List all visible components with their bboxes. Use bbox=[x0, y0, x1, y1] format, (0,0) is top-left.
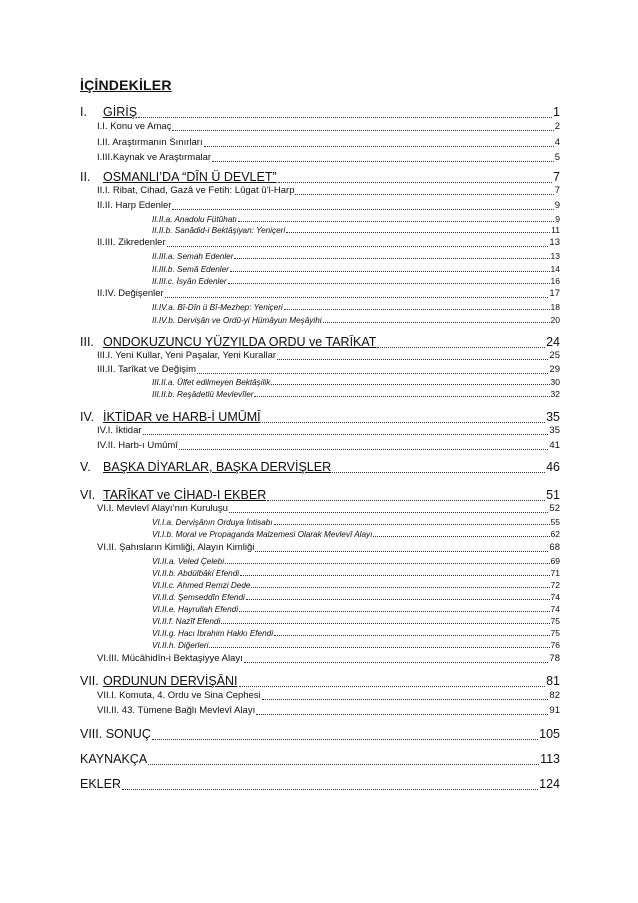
toc-entry bbox=[152, 225, 560, 236]
toc-entry-page-number: 13 bbox=[549, 237, 560, 248]
toc-entry-label: TARÎKAT ve CİHAD-I EKBER bbox=[103, 488, 267, 502]
dot-leader bbox=[234, 258, 549, 259]
toc-entry-label: BAŞKA DİYARLAR, BAŞKA DERVİŞLER bbox=[103, 460, 332, 474]
toc-entry-page-number: 29 bbox=[549, 364, 560, 375]
toc-entry-page-number: 76 bbox=[550, 640, 560, 650]
toc-entry-page-number: 74 bbox=[550, 592, 560, 602]
dot-leader bbox=[172, 209, 553, 210]
toc-entry-label: III.II.a. Ülfet edilmeyen Bektâşilik bbox=[152, 378, 271, 387]
toc-entry-number: III. bbox=[80, 335, 94, 349]
toc-entry bbox=[97, 653, 560, 666]
toc-entry bbox=[97, 137, 560, 150]
dot-leader bbox=[246, 599, 550, 600]
toc-entry-number: V. bbox=[80, 460, 91, 474]
dot-leader bbox=[230, 271, 550, 272]
toc-entry-page-number: 68 bbox=[549, 542, 560, 553]
toc-entry-label: EKLER bbox=[80, 777, 121, 791]
dot-leader bbox=[143, 434, 549, 435]
dot-leader bbox=[240, 575, 549, 576]
dot-leader bbox=[262, 422, 545, 423]
toc-entry bbox=[152, 302, 560, 313]
dot-leader bbox=[286, 232, 550, 233]
toc-entry-label: OSMANLI’DA “DÎN Ü DEVLET” bbox=[103, 170, 277, 184]
toc-entry-label: IV.I. İktidar bbox=[97, 425, 142, 436]
toc-entry-page-number: 51 bbox=[546, 488, 560, 502]
toc-entry-label: II.IV.a. Bî-Dîn ü Bî-Mezhep: Yeniçeri bbox=[152, 303, 283, 312]
dot-leader bbox=[225, 563, 549, 564]
dot-leader bbox=[271, 384, 549, 385]
toc-entry-page-number: 46 bbox=[546, 460, 560, 474]
toc-entry bbox=[80, 752, 560, 768]
dot-leader bbox=[239, 686, 546, 687]
toc-entry-page-number: 32 bbox=[550, 389, 560, 399]
toc-entry-label: II.III.c. İsyân Edenler bbox=[152, 277, 227, 286]
toc-entry bbox=[80, 170, 560, 186]
toc-entry bbox=[152, 628, 560, 639]
toc-entry-label: II.II. Harp Edenler bbox=[97, 200, 172, 211]
toc-entry-number: VI. bbox=[80, 488, 96, 502]
toc-entry-label: VI.III. Mücâhidîn-i Bektaşiyye Alayı bbox=[97, 653, 243, 664]
toc-entry bbox=[97, 542, 560, 555]
toc-entry-page-number: 11 bbox=[551, 225, 560, 235]
dot-leader bbox=[138, 117, 552, 118]
toc-entry bbox=[152, 580, 560, 591]
toc-entry-label: VI.II.c. Ahmed Remzi Dede bbox=[152, 581, 251, 590]
dot-leader bbox=[278, 182, 552, 183]
dot-leader bbox=[295, 194, 553, 195]
dot-leader bbox=[148, 764, 539, 765]
toc-entry bbox=[152, 568, 560, 579]
toc-entry bbox=[80, 488, 560, 504]
toc-entry-label: KAYNAKÇA bbox=[80, 752, 148, 766]
toc-entry-page-number: 75 bbox=[550, 616, 560, 626]
toc-entry bbox=[152, 251, 560, 262]
toc-entry-page-number: 24 bbox=[546, 335, 560, 349]
dot-leader bbox=[373, 536, 549, 537]
dot-leader bbox=[262, 699, 549, 700]
toc-entry-page-number: 14 bbox=[550, 264, 560, 274]
toc-entry bbox=[97, 237, 560, 250]
dot-leader bbox=[256, 714, 548, 715]
toc-entry-page-number: 75 bbox=[550, 628, 560, 638]
toc-entry-page-number: 124 bbox=[539, 777, 560, 791]
toc-entry-label: VII.II. 43. Tümene Bağlı Mevlevî Alayı bbox=[97, 705, 256, 716]
toc-entry-page-number: 9 bbox=[554, 200, 560, 211]
toc-entry-page-number: 2 bbox=[554, 121, 560, 132]
dot-leader bbox=[204, 146, 554, 147]
toc-entry bbox=[152, 517, 560, 528]
dot-leader bbox=[209, 647, 549, 648]
toc-entry bbox=[152, 389, 560, 400]
dot-leader bbox=[179, 449, 548, 450]
toc-entry-label: VI.II. Şahısların Kimliği, Alayın Kimliği bbox=[97, 542, 255, 553]
toc-entry-label: II.IV.b. Dervişân ve Ordû-yi Hümâyun Meşâyihi bbox=[152, 316, 322, 325]
dot-leader bbox=[274, 524, 550, 525]
dot-leader bbox=[277, 359, 548, 360]
toc-entry-label: II.IV. Değişenler bbox=[97, 288, 164, 299]
dot-leader bbox=[267, 500, 545, 501]
toc-entry-label: II.I. Ribat, Cihad, Gazâ ve Fetih: Lûgat û’l-Harp bbox=[97, 185, 295, 196]
toc-entry-label: I.I. Konu ve Amaç bbox=[97, 121, 172, 132]
dot-leader bbox=[165, 297, 549, 298]
toc-entry bbox=[97, 152, 560, 165]
toc-entry-page-number: 7 bbox=[554, 185, 560, 196]
toc-entry-page-number: 71 bbox=[550, 568, 560, 578]
toc-entry-page-number: 20 bbox=[550, 315, 560, 325]
dot-leader bbox=[228, 283, 550, 284]
toc-entry bbox=[152, 592, 560, 603]
toc-entry-page-number: 16 bbox=[550, 276, 560, 286]
toc-entry-label: VI.I.a. Dervişânın Orduya İntisabı bbox=[152, 518, 273, 527]
toc-entry bbox=[152, 556, 560, 567]
toc-entry-page-number: 30 bbox=[550, 377, 560, 387]
toc-entry-number: VII. bbox=[80, 674, 99, 688]
toc-entry bbox=[97, 288, 560, 301]
dot-leader bbox=[244, 662, 549, 663]
dot-leader bbox=[152, 739, 538, 740]
dot-leader bbox=[172, 130, 553, 131]
toc-entry bbox=[97, 425, 560, 438]
dot-leader bbox=[238, 221, 554, 222]
toc-entry-label: II.II.a. Anadolu Fütûhatı bbox=[152, 215, 237, 224]
toc-entry-label: II.III. Zikredenler bbox=[97, 237, 166, 248]
dot-leader bbox=[377, 347, 545, 348]
toc-entry bbox=[97, 705, 560, 718]
toc-entry-page-number: 1 bbox=[553, 105, 560, 119]
toc-entry-label: I.III.Kaynak ve Araştırmalar bbox=[97, 152, 212, 163]
toc-entry-label: IV.II. Harb-ı Umûmî bbox=[97, 440, 178, 451]
dot-leader bbox=[284, 309, 550, 310]
dot-leader bbox=[254, 396, 549, 397]
toc-entry-page-number: 74 bbox=[550, 604, 560, 614]
toc-entry bbox=[80, 727, 560, 743]
toc-entry bbox=[80, 460, 560, 476]
toc-entry bbox=[152, 529, 560, 540]
toc-entry-label: ONDOKUZUNCU YÜZYILDA ORDU ve TARÎKAT bbox=[103, 335, 377, 349]
dot-leader bbox=[212, 161, 554, 162]
toc-entry-label: GİRİŞ bbox=[103, 105, 138, 119]
toc-entry-label: VI.II.b. Abdülbâki Efendi bbox=[152, 569, 240, 578]
toc-entry-page-number: 78 bbox=[549, 653, 560, 664]
toc-entry-page-number: 5 bbox=[554, 152, 560, 163]
toc-entry-page-number: 55 bbox=[550, 517, 560, 527]
toc-entry bbox=[97, 121, 560, 134]
dot-leader bbox=[239, 611, 550, 612]
toc-entry bbox=[80, 410, 560, 426]
toc-entry bbox=[152, 214, 560, 225]
dot-leader bbox=[332, 472, 545, 473]
toc-entry bbox=[97, 440, 560, 453]
toc-entry bbox=[152, 604, 560, 615]
toc-entry-label: İKTİDAR ve HARB-İ UMÛMÎ bbox=[103, 410, 261, 424]
toc-entry-label: VI.II.g. Hacı İbrahim Hakkı Efendi bbox=[152, 629, 274, 638]
toc-entry-page-number: 82 bbox=[549, 690, 560, 701]
toc-entry bbox=[97, 690, 560, 703]
toc-entry-number: IV. bbox=[80, 410, 95, 424]
toc-entry bbox=[80, 777, 560, 793]
toc-entry-page-number: 18 bbox=[550, 302, 560, 312]
toc-entry-label: VII.I. Komuta, 4. Ordu ve Sina Cephesi bbox=[97, 690, 261, 701]
page-title: İÇİNDEKİLER bbox=[80, 77, 172, 93]
toc-entry-label: III.II.b. Reşâdetlü Mevlevîler bbox=[152, 390, 254, 399]
toc-entry-page-number: 17 bbox=[549, 288, 560, 299]
toc-entry-label: VIII. SONUÇ bbox=[80, 727, 151, 741]
dot-leader bbox=[229, 512, 548, 513]
toc-entry-label: ORDUNUN DERVİŞÂNI bbox=[103, 674, 238, 688]
toc-entry-page-number: 7 bbox=[553, 170, 560, 184]
toc-entry-number: II. bbox=[80, 170, 91, 184]
dot-leader bbox=[255, 551, 548, 552]
toc-entry-label: VI.I.b. Moral ve Propaganda Malzemesi Olarak Mevlevî Alayı bbox=[152, 530, 373, 539]
toc-entry bbox=[152, 264, 560, 275]
toc-entry-page-number: 35 bbox=[546, 410, 560, 424]
toc-entry bbox=[80, 105, 560, 121]
toc-entry bbox=[80, 335, 560, 351]
toc-entry-label: VI.II.d. Şemseddîn Efendi bbox=[152, 593, 245, 602]
toc-entry-page-number: 91 bbox=[549, 705, 560, 716]
toc-entry bbox=[80, 674, 560, 690]
toc-entry bbox=[97, 503, 560, 516]
toc-entry-page-number: 81 bbox=[546, 674, 560, 688]
dot-leader bbox=[221, 623, 549, 624]
toc-entry-page-number: 35 bbox=[549, 425, 560, 436]
dot-leader bbox=[167, 246, 549, 247]
toc-entry bbox=[152, 616, 560, 627]
toc-entry-label: II.III.a. Semah Edenler bbox=[152, 252, 234, 261]
dot-leader bbox=[251, 587, 549, 588]
dot-leader bbox=[323, 322, 550, 323]
toc-entry-label: III.II. Tarîkat ve Değişim bbox=[97, 364, 197, 375]
toc-entry-page-number: 62 bbox=[550, 529, 560, 539]
dot-leader bbox=[122, 789, 538, 790]
toc-entry bbox=[97, 364, 560, 377]
toc-entry bbox=[152, 640, 560, 651]
toc-entry-label: VI.II.h. Diğerleri bbox=[152, 641, 209, 650]
toc-entry bbox=[97, 200, 560, 213]
dot-leader bbox=[197, 373, 548, 374]
toc-entry bbox=[152, 377, 560, 388]
toc-entry bbox=[97, 185, 560, 198]
toc-entry-page-number: 105 bbox=[539, 727, 560, 741]
toc-entry-label: I.II. Araştırmanın Sınırları bbox=[97, 137, 203, 148]
toc-entry-page-number: 113 bbox=[540, 752, 560, 766]
toc-entry-page-number: 13 bbox=[550, 251, 560, 261]
toc-entry-page-number: 72 bbox=[550, 580, 560, 590]
toc-entry-label: VI.II.a. Veled Çelebi bbox=[152, 557, 225, 566]
toc-entry-page-number: 4 bbox=[554, 137, 560, 148]
toc-entry bbox=[97, 350, 560, 363]
toc-entry bbox=[152, 276, 560, 287]
toc-entry-number: I. bbox=[80, 105, 87, 119]
toc-entry-page-number: 52 bbox=[549, 503, 560, 514]
toc-entry-label: III.I. Yeni Kullar, Yeni Paşalar, Yeni Kurallar bbox=[97, 350, 277, 361]
toc-entry bbox=[152, 315, 560, 326]
toc-entry-page-number: 9 bbox=[555, 214, 560, 224]
toc-entry-label: VI.II.e. Hayrullah Efendi bbox=[152, 605, 239, 614]
toc-entry-page-number: 25 bbox=[549, 350, 560, 361]
toc-entry-label: II.II.b. Sanâdid-i Bektâşiyan: Yeniçeri bbox=[152, 226, 286, 235]
toc-entry-page-number: 41 bbox=[549, 440, 560, 451]
toc-entry-page-number: 69 bbox=[550, 556, 560, 566]
toc-entry-label: II.III.b. Semâ Edenler bbox=[152, 265, 229, 274]
toc-entry-label: VI.I. Mevlevî Alayı’nın Kuruluşu bbox=[97, 503, 228, 514]
toc-entry-label: VI.II.f. Nazîf Efendi bbox=[152, 617, 221, 626]
dot-leader bbox=[274, 635, 549, 636]
